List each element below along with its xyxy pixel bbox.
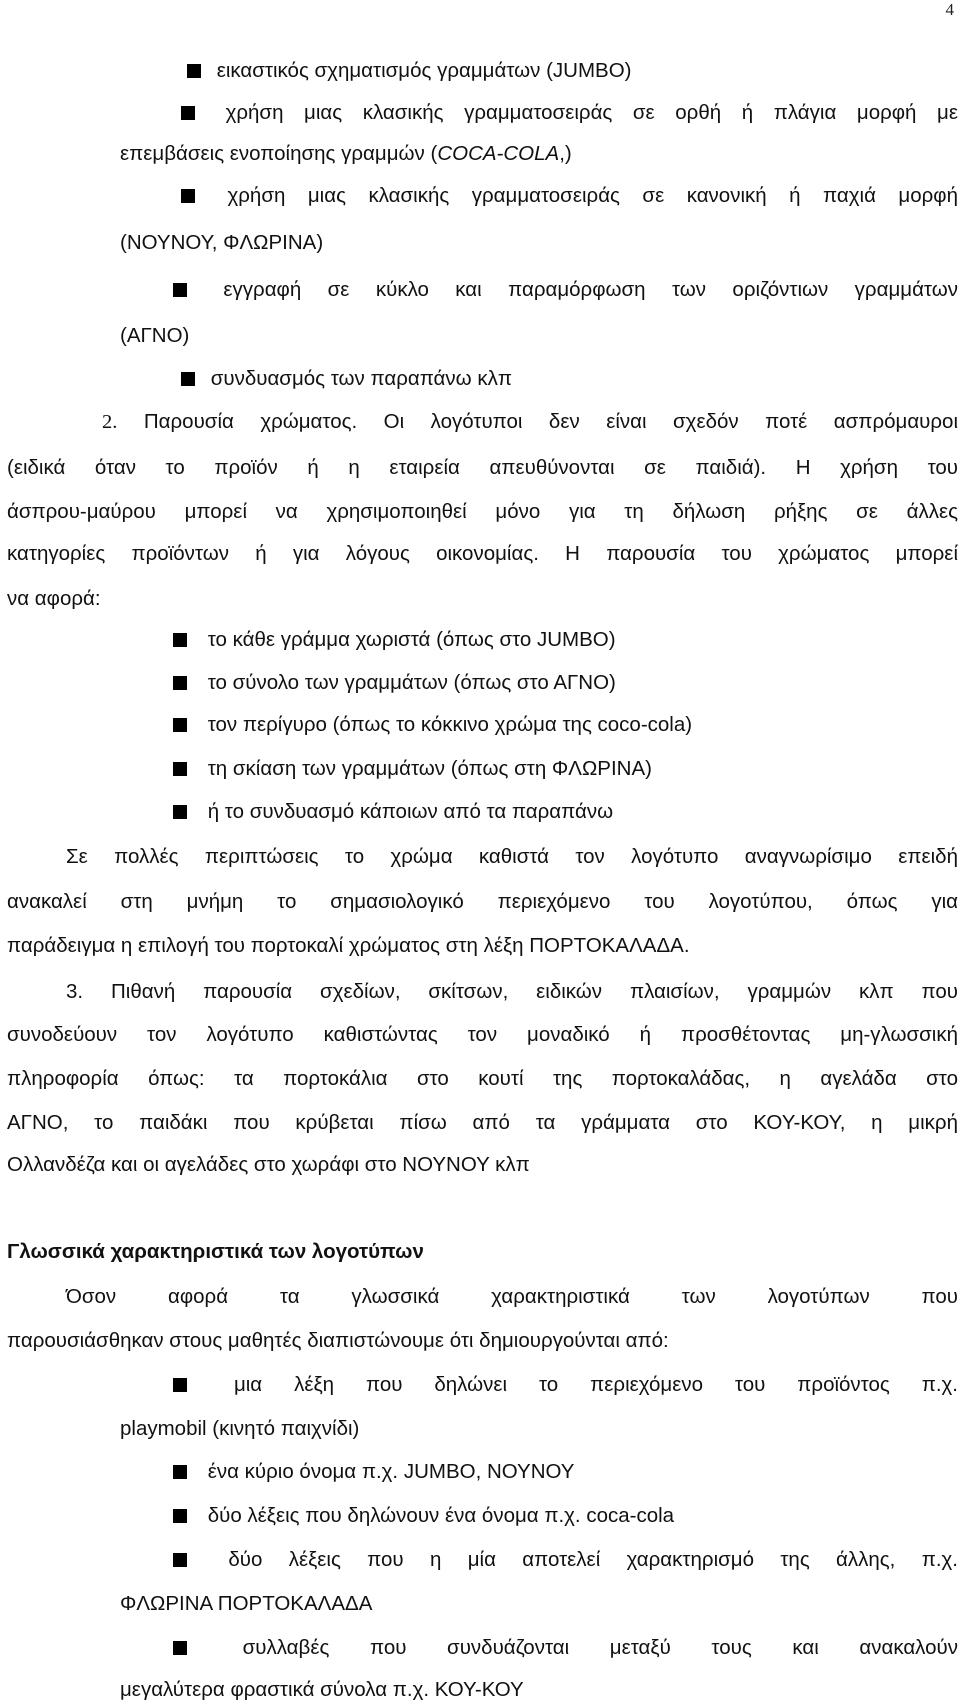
bullet-text: τη σκίαση των γραμμάτων (όπως στη ΦΛΩΡΙΝΑ) [207,757,652,780]
bullet-item [173,1460,574,1484]
bullet-text: δύο λέξεις που δηλώνουν ένα όνομα π.χ. coca-cola [207,1504,675,1527]
bullet-item [173,671,616,695]
section-paragraph-line [102,410,958,434]
bullet-text: ή το συνδυασμό κάποιων από τα παραπάνω [207,800,614,823]
square-bullet-icon [173,1378,187,1392]
section-paragraph-line: να αφορά: [7,587,101,610]
bullet-item [173,1504,674,1528]
bullet-text: συλλαβές που συνδυάζονται μεταξύ τους και ανακαλούν [242,1636,958,1659]
square-bullet-icon [173,718,187,732]
bullet-continuation: (ΝΟΥΝΟΥ, ΦΛΩΡΙΝΑ) [120,231,324,254]
bullet-item [181,367,512,391]
square-bullet-icon [173,283,187,297]
paragraph-text: Παρουσία χρώματος. Οι λογότυποι δεν είναι σχεδόν ποτέ ασπρόμαυροι [143,410,958,433]
paragraph-line: Όσον αφορά τα γλωσσικά χαρακτηριστικά των λογοτύπων που [66,1285,958,1308]
bullet-item [173,1636,958,1660]
square-bullet-icon [187,64,201,78]
italic-brand: COCA-COLA [437,142,560,165]
square-bullet-icon [173,1641,187,1655]
paragraph-line: 3. Πιθανή παρουσία σχεδίων, σκίτσων, ειδικών πλαισίων, γραμμών κλπ που [66,980,958,1003]
square-bullet-icon [181,189,195,203]
bullet-continuation: playmobil (κινητό παιχνίδι) [120,1417,360,1440]
square-bullet-icon [173,633,187,647]
page-number: 4 [945,0,954,19]
bullet-text: εγγραφή σε κύκλο και παραμόρφωση των οριζόντιων γραμμάτων [223,278,958,301]
bullet-item [173,628,616,652]
bullet-text: το σύνολο των γραμμάτων (όπως στο ΑΓΝΟ) [207,671,616,694]
bullet-item [173,1373,958,1397]
bullet-text: χρήση μιας κλασικής γραμματοσειράς σε κανονική ή παχιά μορφή [227,184,958,207]
bullet-text: συνδυασμός των παραπάνω κλπ [210,367,513,390]
bullet-item [187,59,632,83]
square-bullet-icon [173,762,187,776]
square-bullet-icon [173,1553,187,1567]
square-bullet-icon [181,372,195,386]
paragraph-line: παρουσιάσθηκαν στους μαθητές διαπιστώνουμε ότι δημιουργούνται από: [7,1329,669,1352]
paragraph-line: παράδειγμα η επιλογή του πορτοκαλί χρώματος στη λέξη ΠΟΡΤΟΚΑΛΑΔΑ. [7,934,690,957]
section-paragraph-line: άσπρου-μαύρου μπορεί να χρησιμοποιηθεί μόνο για τη δήλωση ρήξης σε άλλες [7,500,958,523]
paragraph-line: ΑΓΝΟ, το παιδάκι που κρύβεται πίσω από τα γράμματα στο ΚΟΥ-ΚΟΥ, η μικρή [7,1111,958,1134]
bullet-item [173,278,958,302]
bullet-continuation: (ΑΓΝΟ) [120,324,190,347]
paragraph-line: συνοδεύουν τον λογότυπο καθιστώντας τον μοναδικό ή προσθέτοντας μη-γλωσσική [7,1023,958,1046]
section-number: 2. [102,411,118,433]
square-bullet-icon [173,1465,187,1479]
bullet-text: τον περίγυρο (όπως το κόκκινο χρώμα της coco-cola) [207,713,693,736]
bullet-item [173,1548,958,1572]
paragraph-line: πληροφορία όπως: τα πορτοκάλια στο κουτί της πορτοκαλάδας, η αγελάδα στο [7,1067,958,1090]
paragraph-line: ανακαλεί στη μνήμη το σημασιολογικό περιεχόμενο του λογοτύπου, όπως για [7,890,958,913]
bullet-item [181,101,958,125]
section-heading: Γλωσσικά χαρακτηριστικά των λογοτύπων [7,1240,424,1263]
bullet-text: επεμβάσεις ενοποίησης γραμμών ( [120,142,438,165]
section-paragraph-line: κατηγορίες προϊόντων ή για λόγους οικονομίας. Η παρουσία του χρώματος μπορεί [7,542,958,565]
bullet-text: το κάθε γράμμα χωριστά (όπως στο JUMBO) [207,628,616,651]
square-bullet-icon [173,676,187,690]
bullet-continuation: μεγαλύτερα φραστικά σύνολα π.χ. ΚΟΥ-ΚΟΥ [120,1678,524,1701]
bullet-item [173,757,652,781]
bullet-text: χρήση μιας κλασικής γραμματοσειράς σε ορθή ή πλάγια μορφή με [225,101,958,124]
bullet-text: ένα κύριο όνομα π.χ. JUMBO, ΝΟΥΝΟΥ [207,1460,575,1483]
bullet-item [181,184,958,208]
bullet-text: εικαστικός σχηματισμός γραμμάτων (JUMBO) [216,59,632,82]
bullet-item [173,800,613,824]
section-paragraph-line: (ειδικά όταν το προϊόν ή η εταιρεία απευθύνονται σε παιδιά). Η χρήση του [7,456,958,479]
bullet-text: ,) [559,142,572,165]
square-bullet-icon [173,1509,187,1523]
bullet-text: μια λέξη που δηλώνει το περιεχόμενο του προϊόντος π.χ. [233,1373,958,1396]
bullet-continuation: ΦΛΩΡΙΝΑ ΠΟΡΤΟΚΑΛΑΔΑ [120,1592,373,1615]
paragraph-line: Ολλανδέζα και οι αγελάδες στο χωράφι στο ΝΟΥΝΟΥ κλπ [7,1153,530,1176]
paragraph-line: Σε πολλές περιπτώσεις το χρώμα καθιστά τον λογότυπο αναγνωρίσιμο επειδή [66,845,958,868]
square-bullet-icon [181,106,195,120]
square-bullet-icon [173,805,187,819]
bullet-item [173,713,692,737]
bullet-text: δύο λέξεις που η μία αποτελεί χαρακτηρισμό της άλλης, π.χ. [228,1548,958,1571]
bullet-continuation [120,142,572,166]
